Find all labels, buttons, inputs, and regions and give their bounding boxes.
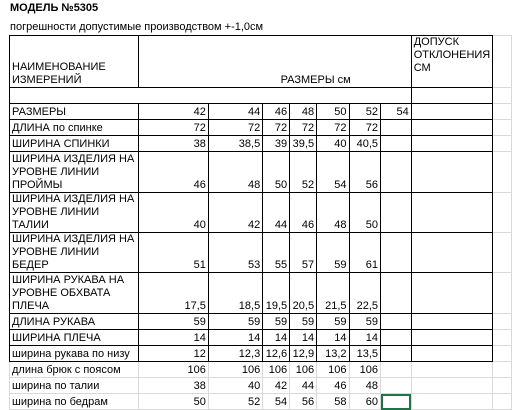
empty-cell[interactable] xyxy=(493,120,512,136)
table-row xyxy=(10,233,512,273)
size-value-cell[interactable]: 46 xyxy=(290,193,317,233)
tolerance-cell[interactable] xyxy=(411,233,493,273)
measurement-name-cell[interactable] xyxy=(10,314,139,330)
table-row xyxy=(10,136,512,152)
size-value-cell[interactable]: 42 xyxy=(208,193,262,233)
size-value-cell[interactable]: 44 xyxy=(263,193,290,233)
measurement-name-line: ШИРИНА РУКАВА НА xyxy=(12,274,125,286)
size-value-cell[interactable]: 57 xyxy=(290,233,317,273)
empty-cell[interactable] xyxy=(493,314,512,330)
empty-cell[interactable] xyxy=(493,104,512,120)
size-value-cell[interactable]: 14 xyxy=(139,330,209,346)
size-value-cell[interactable]: 59 xyxy=(317,233,349,273)
size-value-cell[interactable]: 59 xyxy=(208,314,262,330)
spacer-row xyxy=(10,88,512,104)
header-sizes-cell[interactable]: РАЗМЕРЫ см xyxy=(139,36,412,88)
size-value-cell[interactable]: 54 xyxy=(317,152,349,193)
measurement-name-line: ДЛИНА по спинке xyxy=(12,122,103,134)
size-value-cell[interactable]: 38 xyxy=(139,378,209,394)
size-value-cell[interactable]: 106 xyxy=(263,362,290,378)
header-name-line: ИЗМЕРЕНИЙ xyxy=(12,74,82,86)
measurement-name-line: длина брюк с поясом xyxy=(12,364,121,376)
size-value-cell[interactable]: 106 xyxy=(317,362,349,378)
measurement-name-cell[interactable] xyxy=(10,378,139,394)
size-value-cell[interactable]: 72 xyxy=(208,120,262,136)
tolerance-cell[interactable] xyxy=(411,152,493,193)
empty-cell[interactable] xyxy=(493,193,512,233)
measurement-name-line: УРОВНЕ ЛИНИИ БЕДЕР xyxy=(12,246,100,271)
size-value-cell[interactable]: 46 xyxy=(139,152,209,193)
size-value-cell[interactable]: 40,5 xyxy=(349,136,381,152)
size-value-cell[interactable]: 72 xyxy=(349,120,381,136)
size-value-cell[interactable]: 14 xyxy=(263,330,290,346)
table-row xyxy=(10,273,512,314)
size-value-cell[interactable] xyxy=(381,136,412,152)
empty-cell[interactable] xyxy=(493,152,512,193)
size-value-cell[interactable]: 12 xyxy=(139,346,209,362)
measurement-name-line: УРОВНЕ ЛИНИИ ТАЛИИ xyxy=(12,206,100,231)
measurement-name-line: ширина по бедрам xyxy=(12,396,108,408)
size-value-cell[interactable]: 52 xyxy=(208,394,262,410)
empty-cell[interactable] xyxy=(493,362,512,378)
empty-cell[interactable] xyxy=(493,378,512,394)
table-row xyxy=(10,193,512,233)
measurement-name-cell[interactable] xyxy=(10,330,139,346)
empty-cell[interactable] xyxy=(493,136,512,152)
table-row xyxy=(10,152,512,193)
size-value-cell[interactable]: 48 xyxy=(208,152,262,193)
size-value-cell[interactable] xyxy=(381,378,412,394)
size-value-cell[interactable]: 48 xyxy=(290,104,317,120)
size-value-cell[interactable]: 12,3 xyxy=(208,346,262,362)
size-value-cell[interactable]: 40 xyxy=(317,136,349,152)
size-value-cell[interactable]: 106 xyxy=(290,362,317,378)
size-value-cell[interactable]: 51 xyxy=(139,233,209,273)
size-value-cell[interactable]: 13,5 xyxy=(349,346,381,362)
table-row xyxy=(10,330,512,346)
size-value-cell[interactable]: 106 xyxy=(139,362,209,378)
size-value-cell[interactable]: 59 xyxy=(317,314,349,330)
size-value-cell[interactable]: 14 xyxy=(208,330,262,346)
tolerance-cell[interactable] xyxy=(411,362,493,378)
size-value-cell[interactable]: 56 xyxy=(349,152,381,193)
tolerance-cell[interactable] xyxy=(411,314,493,330)
size-value-cell[interactable]: 50 xyxy=(139,394,209,410)
tolerance-cell[interactable] xyxy=(411,330,493,346)
size-value-cell[interactable] xyxy=(381,152,412,193)
size-value-cell[interactable]: 72 xyxy=(139,120,209,136)
size-value-cell[interactable]: 50 xyxy=(349,193,381,233)
tolerance-cell[interactable] xyxy=(411,120,493,136)
header-tolerance-cell[interactable] xyxy=(411,36,493,88)
empty-cell[interactable] xyxy=(493,233,512,273)
empty-cell[interactable] xyxy=(493,330,512,346)
size-value-cell[interactable]: 19,5 xyxy=(263,273,290,314)
model-title[interactable]: МОДЕЛЬ №5305 xyxy=(10,2,99,14)
measurement-name-line: УРОВНЕ ОБХВАТА ПЛЕЧА xyxy=(12,287,111,312)
table-row xyxy=(10,120,512,136)
empty-cell[interactable] xyxy=(493,36,512,88)
size-value-cell[interactable] xyxy=(381,314,412,330)
tolerance-cell[interactable] xyxy=(411,104,493,120)
size-value-cell[interactable]: 14 xyxy=(290,330,317,346)
measurement-name-cell[interactable] xyxy=(10,362,139,378)
size-value-cell[interactable] xyxy=(381,233,412,273)
measurement-name-cell[interactable] xyxy=(10,152,139,193)
size-value-cell[interactable] xyxy=(381,273,412,314)
measurement-name-line: ШИРИНА ИЗДЕЛИЯ НА xyxy=(12,153,135,165)
size-value-cell[interactable]: 48 xyxy=(349,378,381,394)
empty-cell[interactable] xyxy=(10,88,412,104)
size-value-cell[interactable]: 59 xyxy=(139,314,209,330)
size-value-cell[interactable]: 50 xyxy=(263,152,290,193)
table-row xyxy=(10,314,512,330)
table-row xyxy=(10,362,512,378)
size-value-cell[interactable]: 72 xyxy=(317,120,349,136)
header-row xyxy=(10,36,512,88)
size-value-cell[interactable]: 50 xyxy=(317,104,349,120)
size-value-cell[interactable]: 38,5 xyxy=(208,136,262,152)
size-value-cell[interactable]: 42 xyxy=(139,104,209,120)
size-value-cell[interactable]: 59 xyxy=(349,314,381,330)
size-value-cell[interactable]: 22,5 xyxy=(349,273,381,314)
measurement-name-cell[interactable] xyxy=(10,120,139,136)
measurement-name-line: РАЗМЕРЫ xyxy=(12,106,67,118)
size-value-cell[interactable] xyxy=(381,346,412,362)
size-value-cell[interactable]: 61 xyxy=(349,233,381,273)
size-value-cell[interactable]: 48 xyxy=(317,193,349,233)
size-value-cell[interactable]: 39 xyxy=(263,136,290,152)
empty-cell[interactable] xyxy=(493,346,512,362)
measurement-table xyxy=(9,35,512,410)
size-value-cell[interactable]: 54 xyxy=(263,394,290,410)
size-value-cell[interactable] xyxy=(381,362,412,378)
size-value-cell[interactable] xyxy=(381,193,412,233)
size-value-cell[interactable]: 14 xyxy=(349,330,381,346)
measurement-name-cell[interactable] xyxy=(10,136,139,152)
size-value-cell[interactable]: 106 xyxy=(349,362,381,378)
size-value-cell[interactable]: 58 xyxy=(317,394,349,410)
tolerance-cell[interactable] xyxy=(411,136,493,152)
size-value-cell[interactable]: 40 xyxy=(208,378,262,394)
measurement-name-line: ширина рукава по низу xyxy=(12,348,130,360)
size-value-cell[interactable]: 44 xyxy=(290,378,317,394)
measurement-name-line: УРОВНЕ ЛИНИИ ПРОЙМЫ xyxy=(12,166,100,191)
size-value-cell[interactable]: 52 xyxy=(290,152,317,193)
measurement-name-cell[interactable] xyxy=(10,346,139,362)
tolerance-cell[interactable] xyxy=(411,378,493,394)
empty-cell[interactable] xyxy=(493,273,512,314)
measurement-name-line: ШИРИНА ИЗДЕЛИЯ НА xyxy=(12,193,135,205)
measurement-name-line: ШИРИНА СПИНКИ xyxy=(12,138,110,150)
size-value-cell[interactable]: 52 xyxy=(349,104,381,120)
measurement-name-line: ШИРИНА ИЗДЕЛИЯ НА xyxy=(12,233,135,245)
size-value-cell[interactable]: 53 xyxy=(208,233,262,273)
size-value-cell[interactable]: 21,5 xyxy=(317,273,349,314)
table-row xyxy=(10,346,512,362)
size-value-cell[interactable]: 55 xyxy=(263,233,290,273)
empty-cell[interactable] xyxy=(493,88,512,104)
measurement-name-cell[interactable] xyxy=(10,273,139,314)
size-value-cell[interactable]: 44 xyxy=(208,104,262,120)
size-value-cell[interactable]: 40 xyxy=(139,193,209,233)
size-value-cell[interactable]: 42 xyxy=(263,378,290,394)
table-row xyxy=(10,378,512,394)
size-value-cell[interactable]: 39,5 xyxy=(290,136,317,152)
size-value-cell[interactable]: 72 xyxy=(263,120,290,136)
header-tolerance-line: ОТКЛОНЕНИЯ xyxy=(413,49,491,61)
size-value-cell[interactable]: 12,6 xyxy=(263,346,290,362)
size-value-cell[interactable]: 60 xyxy=(349,394,381,410)
size-value-cell[interactable]: 46 xyxy=(263,104,290,120)
table-row xyxy=(10,104,512,120)
measurement-name-line: ШИРИНА ПЛЕЧА xyxy=(12,332,101,344)
empty-cell[interactable] xyxy=(411,88,493,104)
measurement-name-cell[interactable] xyxy=(10,104,139,120)
header-name-cell[interactable] xyxy=(10,36,139,88)
tolerance-cell[interactable] xyxy=(411,273,493,314)
size-value-cell[interactable]: 17,5 xyxy=(139,273,209,314)
header-tolerance-line: СМ xyxy=(413,62,431,74)
size-value-cell[interactable]: 59 xyxy=(290,314,317,330)
size-value-cell[interactable]: 46 xyxy=(317,378,349,394)
header-name-line: НАИМЕНОВАНИЕ xyxy=(12,61,106,73)
size-value-cell[interactable]: 12,9 xyxy=(290,346,317,362)
measurement-name-line: ДЛИНА РУКАВА xyxy=(12,316,96,328)
tolerance-cell[interactable] xyxy=(411,193,493,233)
size-value-cell[interactable]: 38 xyxy=(139,136,209,152)
tolerance-note[interactable]: погрешности допустимые производством +-1,0см xyxy=(10,21,264,33)
tolerance-cell[interactable] xyxy=(411,346,493,362)
size-value-cell[interactable]: 18,5 xyxy=(208,273,262,314)
measurement-name-line: ширина по талии xyxy=(12,380,100,392)
size-value-cell[interactable]: 72 xyxy=(290,120,317,136)
size-value-cell[interactable] xyxy=(381,120,412,136)
header-tolerance-line: ДОПУСК xyxy=(413,36,459,48)
size-value-cell[interactable] xyxy=(381,330,412,346)
size-value-cell[interactable]: 14 xyxy=(317,330,349,346)
measurement-name-cell[interactable] xyxy=(10,193,139,233)
size-value-cell[interactable]: 54 xyxy=(381,104,412,120)
size-value-cell[interactable]: 106 xyxy=(208,362,262,378)
size-value-cell[interactable]: 59 xyxy=(263,314,290,330)
measurement-name-cell[interactable] xyxy=(10,233,139,273)
size-value-cell[interactable]: 20,5 xyxy=(290,273,317,314)
size-value-cell[interactable]: 13,2 xyxy=(317,346,349,362)
size-value-cell[interactable]: 56 xyxy=(290,394,317,410)
